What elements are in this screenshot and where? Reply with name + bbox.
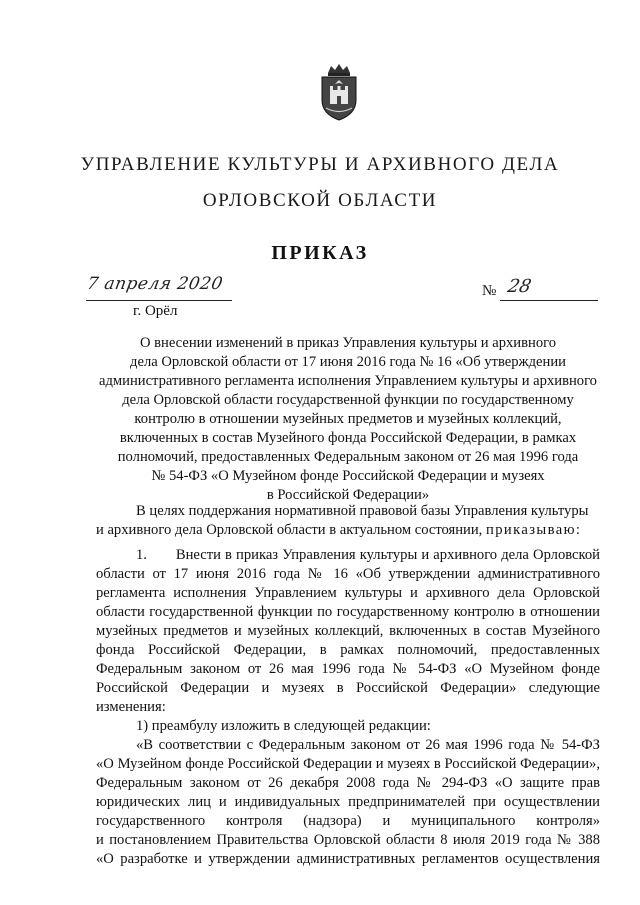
subject-line: контролю в отношении музейных предметов и музейных коллекций, bbox=[134, 411, 562, 427]
handwritten-number: 28 bbox=[505, 276, 534, 297]
body-line: области от 17 июня 2016 года № 16 «Об утверждении административного bbox=[96, 566, 600, 582]
quote-line: государственного контроля (надзора) и муниципального контроля» bbox=[96, 813, 600, 829]
organization-name-line2: ОРЛОВСКОЙ ОБЛАСТИ bbox=[202, 190, 438, 211]
body-line: изменения: bbox=[96, 699, 166, 715]
number-label: № bbox=[482, 283, 497, 299]
order-subject bbox=[96, 334, 600, 505]
subject-line: дела Орловской области от 17 июня 2016 года № 16 «Об утверждении bbox=[130, 354, 566, 370]
preamble-line: и архивного дела Орловской области в актуальном состоянии, bbox=[96, 522, 486, 538]
body-line: регламента исполнения Управлением культуры и архивного дела Орловской bbox=[96, 585, 600, 601]
sub-item-1: 1) преамбулу изложить в следующей редакции: bbox=[136, 718, 431, 734]
subject-line: в Российской Федерации» bbox=[266, 487, 430, 503]
document-title: ПРИКАЗ bbox=[271, 242, 369, 264]
city-label: г. Орёл bbox=[133, 303, 178, 319]
quote-line: «В соответствии с Федеральным законом от 26 мая 1996 года № 54-ФЗ bbox=[136, 737, 600, 753]
date-underline bbox=[86, 300, 232, 301]
body-line: Федеральным законом от 26 мая 1996 года № 54-ФЗ «О Музейном фонде bbox=[96, 661, 600, 677]
quote-line: юридических лиц и индивидуальных предпринимателей при осуществлении bbox=[96, 794, 600, 810]
quote-line: «О разработке и утверждении административных регламентов осуществления bbox=[96, 851, 600, 867]
subject-line: административного регламента исполнения Управлением культуры и архивного bbox=[99, 373, 597, 389]
quote-line: Федеральным законом от 26 декабря 2008 года № 294-ФЗ «О защите прав bbox=[96, 775, 600, 791]
coat-of-arms-emblem bbox=[316, 62, 362, 122]
quote-line: и постановлением Правительства Орловской области 8 июля 2019 года № 388 bbox=[96, 832, 600, 848]
order-keyword: приказываю: bbox=[485, 522, 582, 538]
body-line: музейных предметов и музейных коллекций, включенных в состав Музейного bbox=[96, 623, 600, 639]
subject-line: включенных в состав Музейного фонда Российской Федерации, в рамках bbox=[119, 430, 577, 446]
subject-line: О внесении изменений в приказ Управления культуры и архивного bbox=[139, 335, 557, 351]
body-line: области государственной функции по государственному контролю в отношении bbox=[96, 604, 600, 620]
body-line: фонда Российской Федерации, в рамках полномочий, предоставленных bbox=[96, 642, 600, 658]
subject-line: полномочий, предоставленных Федеральным законом от 26 мая 1996 года bbox=[117, 449, 579, 465]
subject-line: дела Орловской области государственной функции по государственному bbox=[122, 392, 574, 408]
body-line: Российской Федерации и музеях в Российской Федерации» следующие bbox=[96, 680, 600, 696]
quote-line: «О Музейном фонде Российской Федерации и музеях в Российской Федерации», bbox=[96, 756, 600, 772]
handwritten-date: 7 апреля 2020 bbox=[85, 274, 225, 294]
item-1-paragraph bbox=[96, 546, 600, 869]
subject-line: № 54-ФЗ «О Музейном фонде Российской Федерации и музеях bbox=[151, 468, 545, 484]
body-line: Внести в приказ Управления культуры и архивного дела Орловской bbox=[175, 547, 600, 563]
organization-name-line1: УПРАВЛЕНИЕ КУЛЬТУРЫ И АРХИВНОГО ДЕЛА bbox=[80, 154, 560, 175]
number-underline bbox=[500, 300, 598, 301]
preamble-line: В целях поддержания нормативной правовой базы Управления культуры bbox=[136, 503, 589, 519]
item-number: 1. bbox=[136, 547, 147, 563]
preamble-paragraph bbox=[96, 502, 600, 540]
